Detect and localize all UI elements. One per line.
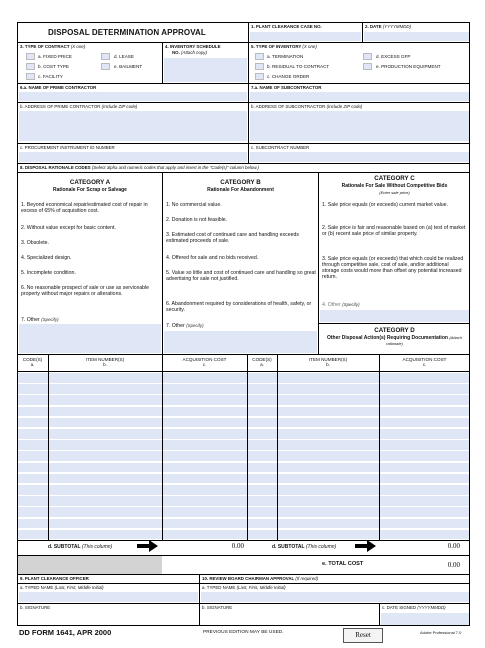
item-number-cell[interactable] — [49, 429, 162, 439]
item-number-cell[interactable] — [278, 407, 379, 417]
item-number-cell[interactable] — [49, 474, 162, 484]
residual-option: b. RESIDUAL TO CONTRACT — [267, 64, 330, 69]
acquisition-cost-cell[interactable] — [380, 496, 469, 506]
item-number-cell[interactable] — [49, 373, 162, 383]
category-a-subheading: Rationale For Scrap or Salvage — [53, 187, 127, 193]
rationale-codes-label: 8. DISPOSAL RATIONALE CODES (Select alpha and numeric codes that apply and insert in the "Code(s)" column below.) — [20, 165, 259, 170]
case-no-field[interactable] — [250, 32, 361, 41]
contract-type-label: 3. TYPE OF CONTRACT (X one) — [20, 44, 86, 49]
facility-option: c. FACILITY — [38, 74, 63, 79]
divider — [318, 172, 319, 354]
total-cost-label: e. TOTAL COST — [322, 561, 364, 567]
subtotal-left-value: 0.00 — [231, 542, 244, 550]
inventory-schedule-label: 4. INVENTORY SCHEDULE — [165, 44, 221, 49]
divider — [17, 555, 162, 556]
acquisition-cost-cell[interactable] — [163, 418, 247, 428]
code-cell[interactable] — [248, 485, 277, 495]
procurement-id-field[interactable] — [19, 152, 247, 162]
divider — [162, 42, 163, 83]
item-number-cell[interactable] — [278, 418, 379, 428]
residual-checkbox[interactable] — [255, 63, 264, 70]
subtotal-right-value: 0.00 — [447, 542, 460, 550]
category-a-other-field[interactable] — [19, 324, 161, 353]
code-cell[interactable] — [18, 463, 48, 473]
item-number-cell[interactable] — [49, 418, 162, 428]
category-c-subheading: Rationale For Sale Without Competitive Bids — [341, 183, 448, 189]
code-cell[interactable] — [248, 463, 277, 473]
category-d-heading: CATEGORY D — [374, 327, 415, 334]
prime-name-field[interactable] — [19, 92, 247, 101]
item-number-cell[interactable] — [278, 485, 379, 495]
code-cell[interactable] — [18, 384, 48, 394]
case-no-label: 1. PLANT CLEARANCE CASE NO. — [251, 24, 322, 29]
officer-name-label: a. TYPED NAME (Last, First, Middle Initial) — [20, 585, 104, 590]
date-field[interactable] — [364, 32, 469, 41]
divider — [162, 172, 163, 354]
acquisition-cost-cell[interactable] — [380, 429, 469, 439]
category-b-item: 1. No commercial value. — [166, 202, 222, 208]
divider — [17, 583, 470, 584]
prime-address-field[interactable] — [19, 111, 247, 141]
item-number-cell[interactable] — [278, 463, 379, 473]
category-c-other: 4. Other (Specify) — [322, 302, 360, 308]
acquisition-cost-cell[interactable] — [380, 519, 469, 529]
inventory-type-label: 5. TYPE OF INVENTORY (X one) — [251, 44, 317, 49]
chairman-name-label: a. TYPED NAME (Last, First, Middle Initial) — [202, 585, 286, 590]
subtotal-left-label: d. SUBTOTAL (This column) — [48, 544, 113, 550]
item-number-cell[interactable] — [278, 373, 379, 383]
codes-column-header: CODE(S) a. — [22, 357, 43, 368]
fixed-price-option: a. FIXED PRICE — [38, 54, 72, 59]
divider — [17, 354, 470, 355]
subtotal-right-label: d. SUBTOTAL (This column) — [272, 544, 337, 550]
code-cell[interactable] — [18, 496, 48, 506]
item-number-cell[interactable] — [49, 440, 162, 450]
acquisition-cost-cell[interactable] — [380, 395, 469, 405]
acquisition-cost-cell[interactable] — [380, 485, 469, 495]
production-equipment-checkbox[interactable] — [363, 63, 372, 70]
excess-gfp-option: d. EXCESS GFP — [376, 54, 411, 59]
code-cell[interactable] — [248, 519, 277, 529]
acquisition-cost-cell[interactable] — [163, 519, 247, 529]
acquisition-cost-cell[interactable] — [163, 485, 247, 495]
cost-type-checkbox[interactable] — [26, 63, 35, 70]
lease-option: d. LEASE — [114, 54, 134, 59]
divider — [17, 83, 470, 84]
divider — [248, 42, 249, 83]
item-number-cell[interactable] — [49, 496, 162, 506]
divider — [17, 371, 470, 372]
acquisition-cost-cell[interactable] — [163, 451, 247, 461]
code-cell[interactable] — [18, 429, 48, 439]
item-number-cell[interactable] — [49, 384, 162, 394]
prime-name-label: 6.a. NAME OF PRIME CONTRACTOR — [20, 85, 97, 90]
divider — [17, 102, 470, 103]
code-cell[interactable] — [18, 519, 48, 529]
bailment-checkbox[interactable] — [101, 63, 110, 70]
divider — [248, 22, 249, 42]
review-board-label: 10. REVIEW BOARD CHAIRMAN APPROVAL (If required) — [202, 576, 319, 581]
acquisition-cost-cell[interactable] — [380, 474, 469, 484]
sub-name-field[interactable] — [250, 92, 469, 101]
item-number-cell[interactable] — [49, 530, 162, 540]
acquisition-cost-cell[interactable] — [380, 384, 469, 394]
category-a-item: 6. No reasonable prospect of sale or use as serviceable property without major repairs or alterations. — [21, 285, 150, 297]
divider — [248, 83, 249, 163]
item-number-cell[interactable] — [278, 507, 379, 517]
sub-name-label: 7.a. NAME OF SUBCONTRACTOR — [251, 85, 322, 90]
code-cell[interactable] — [18, 507, 48, 517]
facility-checkbox[interactable] — [26, 73, 35, 80]
shaded-area — [18, 555, 162, 574]
subcontract-number-field[interactable] — [250, 152, 469, 162]
acquisition-cost-cell[interactable] — [163, 407, 247, 417]
officer-signature-label: b. SIGNATURE — [20, 605, 51, 610]
code-cell[interactable] — [18, 474, 48, 484]
cost-type-option: b. COST TYPE — [38, 64, 69, 69]
inventory-schedule-label-2: NO. (Attach copy) — [172, 50, 207, 55]
codes-column-header: CODE(S) a. — [252, 357, 272, 368]
acquisition-cost-column-header: ACQUISITION COST c. — [182, 357, 227, 368]
chairman-name-field[interactable] — [201, 592, 469, 602]
acquisition-cost-cell[interactable] — [163, 384, 247, 394]
item-numbers-column-header: ITEM NUMBER(S) b. — [308, 357, 348, 368]
category-a-other: 7. Other (Specify) — [21, 317, 59, 323]
item-number-cell[interactable] — [278, 384, 379, 394]
category-b-subheading: Rationale For Abandonment — [207, 187, 274, 193]
previous-edition-note: PREVIOUS EDITION MAY BE USED. — [203, 630, 284, 635]
code-cell[interactable] — [248, 373, 277, 383]
divider — [362, 22, 363, 42]
code-cell[interactable] — [248, 440, 277, 450]
officer-name-field[interactable] — [19, 592, 198, 602]
item-number-cell[interactable] — [278, 395, 379, 405]
arrow-right-icon — [137, 540, 158, 552]
sub-address-label: b. ADDRESS OF SUBCONTRACTOR (Include ZIP code) — [251, 104, 363, 109]
category-c-other-field[interactable] — [320, 310, 469, 322]
sub-address-field[interactable] — [250, 111, 469, 141]
code-cell[interactable] — [248, 418, 277, 428]
code-cell[interactable] — [248, 407, 277, 417]
item-number-cell[interactable] — [278, 474, 379, 484]
divider — [17, 163, 470, 164]
category-c-item: 2. Sale price is fair and reasonable based on (a) test of market or (b) recent sale price of similar property. — [322, 225, 466, 237]
category-a-item: 5. Incomplete condition. — [21, 270, 76, 276]
category-c-heading: CATEGORY C — [374, 175, 415, 182]
code-cell[interactable] — [248, 530, 277, 540]
acquisition-cost-cell[interactable] — [163, 463, 247, 473]
code-cell[interactable] — [18, 395, 48, 405]
code-cell[interactable] — [248, 507, 277, 517]
divider — [318, 323, 470, 324]
acquisition-cost-cell[interactable] — [380, 407, 469, 417]
item-number-cell[interactable] — [49, 507, 162, 517]
item-number-cell[interactable] — [49, 451, 162, 461]
form-number: DD FORM 1641, APR 2000 — [19, 628, 112, 637]
lease-checkbox[interactable] — [101, 53, 110, 60]
date-label: 2. DATE (YYYYMMDD) — [365, 24, 412, 29]
acquisition-cost-cell[interactable] — [163, 530, 247, 540]
acquisition-cost-cell[interactable] — [380, 418, 469, 428]
category-b-other: 7. Other (Specify) — [166, 323, 204, 329]
item-number-cell[interactable] — [278, 429, 379, 439]
category-a-item: 2. Without value except for basic content. — [21, 225, 116, 231]
date-signed-label: c. DATE SIGNED (YYYYMMDD) — [382, 605, 446, 610]
acquisition-cost-cell[interactable] — [163, 440, 247, 450]
code-cell[interactable] — [248, 496, 277, 506]
item-number-cell[interactable] — [278, 440, 379, 450]
category-b-item: 6. Abandonment required by considerations of health, safety, or security. — [166, 301, 312, 313]
date-signed-field[interactable] — [381, 613, 469, 625]
chairman-signature-label: b. SIGNATURE — [202, 605, 233, 610]
acquisition-cost-cell[interactable] — [163, 373, 247, 383]
production-equipment-option: e. PRODUCTION EQUIPMENT — [376, 64, 441, 69]
change-order-checkbox[interactable] — [255, 73, 264, 80]
excess-gfp-checkbox[interactable] — [363, 53, 372, 60]
code-cell[interactable] — [248, 429, 277, 439]
code-cell[interactable] — [18, 451, 48, 461]
item-number-cell[interactable] — [278, 451, 379, 461]
fixed-price-checkbox[interactable] — [26, 53, 35, 60]
acquisition-cost-column-header: ACQUISITION COST c. — [402, 357, 447, 368]
category-d-subheading: Other Disposal Action(s) Requiring Documentation (Attach rationale) — [327, 335, 462, 346]
arrow-right-icon — [355, 540, 376, 552]
category-b-item: 5. Value so little and cost of continued care and handling so great advertising for sale not justified. — [166, 270, 316, 282]
reset-button[interactable]: Reset — [343, 628, 383, 643]
category-c-item: 3. Sale price equals (or exceeds) that which could be realized through competitive sale, cost of sale, and/or additional storage costs would more than offset any potential increased return. — [322, 256, 464, 280]
item-number-cell[interactable] — [278, 496, 379, 506]
inventory-schedule-field[interactable] — [164, 58, 247, 82]
divider — [17, 603, 470, 604]
code-cell[interactable] — [18, 407, 48, 417]
acquisition-cost-cell[interactable] — [380, 530, 469, 540]
divider — [199, 574, 200, 626]
item-number-cell[interactable] — [278, 519, 379, 529]
category-a-item: 1. Beyond economical repair/estimated cost of repair in excess of 65% of acquisition cost. — [21, 202, 148, 214]
code-cell[interactable] — [18, 440, 48, 450]
item-number-cell[interactable] — [49, 463, 162, 473]
category-b-item: 2. Donation is not feasible. — [166, 217, 228, 223]
acquisition-cost-cell[interactable] — [380, 440, 469, 450]
prime-address-label: b. ADDRESS OF PRIME CONTRACTOR (Include ZIP code) — [20, 104, 138, 109]
procurement-id-label: c. PROCUREMENT INSTRUMENT ID NUMBER — [20, 145, 115, 150]
category-b-heading: CATEGORY B — [220, 179, 261, 186]
item-number-cell[interactable] — [49, 407, 162, 417]
item-numbers-column-header: ITEM NUMBER(S) b. — [85, 357, 125, 368]
code-cell[interactable] — [248, 474, 277, 484]
total-cost-value: 0.00 — [447, 561, 460, 569]
acquisition-cost-cell[interactable] — [163, 496, 247, 506]
category-a-item: 4. Specialized design. — [21, 255, 72, 261]
acquisition-cost-cell[interactable] — [163, 429, 247, 439]
change-order-option: c. CHANGE ORDER — [267, 74, 310, 79]
code-cell[interactable] — [248, 384, 277, 394]
code-cell[interactable] — [18, 530, 48, 540]
clearance-officer-label: 9. PLANT CLEARANCE OFFICER — [20, 576, 89, 581]
termination-checkbox[interactable] — [255, 53, 264, 60]
bailment-option: e. BAILMENT — [114, 64, 143, 69]
category-b-item: 4. Offered for sale and no bids received. — [166, 255, 259, 261]
item-number-cell[interactable] — [49, 485, 162, 495]
code-cell[interactable] — [18, 418, 48, 428]
divider — [17, 42, 470, 43]
item-number-cell[interactable] — [278, 530, 379, 540]
acquisition-cost-cell[interactable] — [380, 507, 469, 517]
acquisition-cost-cell[interactable] — [163, 507, 247, 517]
category-b-item: 3. Estimated cost of continued care and handling exceeds estimated proceeds of sale. — [166, 232, 299, 244]
subcontract-number-label: c. SUBCONTRACT NUMBER — [251, 145, 310, 150]
category-c-hint: (Enter sale price) — [379, 190, 410, 195]
item-number-cell[interactable] — [49, 395, 162, 405]
category-b-other-field[interactable] — [164, 331, 317, 353]
category-a-heading: CATEGORY A — [69, 179, 111, 186]
divider — [17, 574, 470, 575]
item-number-cell[interactable] — [49, 519, 162, 529]
code-cell[interactable] — [18, 373, 48, 383]
divider — [17, 540, 470, 541]
divider — [17, 143, 470, 144]
category-c-item: 1. Sale price equals (or exceeds) current market value. — [322, 202, 448, 208]
acquisition-cost-cell[interactable] — [380, 451, 469, 461]
code-cell[interactable] — [248, 395, 277, 405]
termination-option: a. TERMINATION — [267, 54, 304, 59]
code-cell[interactable] — [18, 485, 48, 495]
acquisition-cost-cell[interactable] — [380, 373, 469, 383]
acquisition-cost-cell[interactable] — [163, 395, 247, 405]
category-a-item: 3. Obsolete. — [21, 240, 49, 246]
code-cell[interactable] — [248, 451, 277, 461]
acquisition-cost-cell[interactable] — [163, 474, 247, 484]
app-version: Adobe Professional 7.0 — [420, 630, 462, 635]
form-title: DISPOSAL DETERMINATION APPROVAL — [48, 28, 206, 37]
divider — [162, 555, 470, 556]
acquisition-cost-cell[interactable] — [380, 463, 469, 473]
divider — [17, 172, 470, 173]
divider — [379, 603, 380, 626]
